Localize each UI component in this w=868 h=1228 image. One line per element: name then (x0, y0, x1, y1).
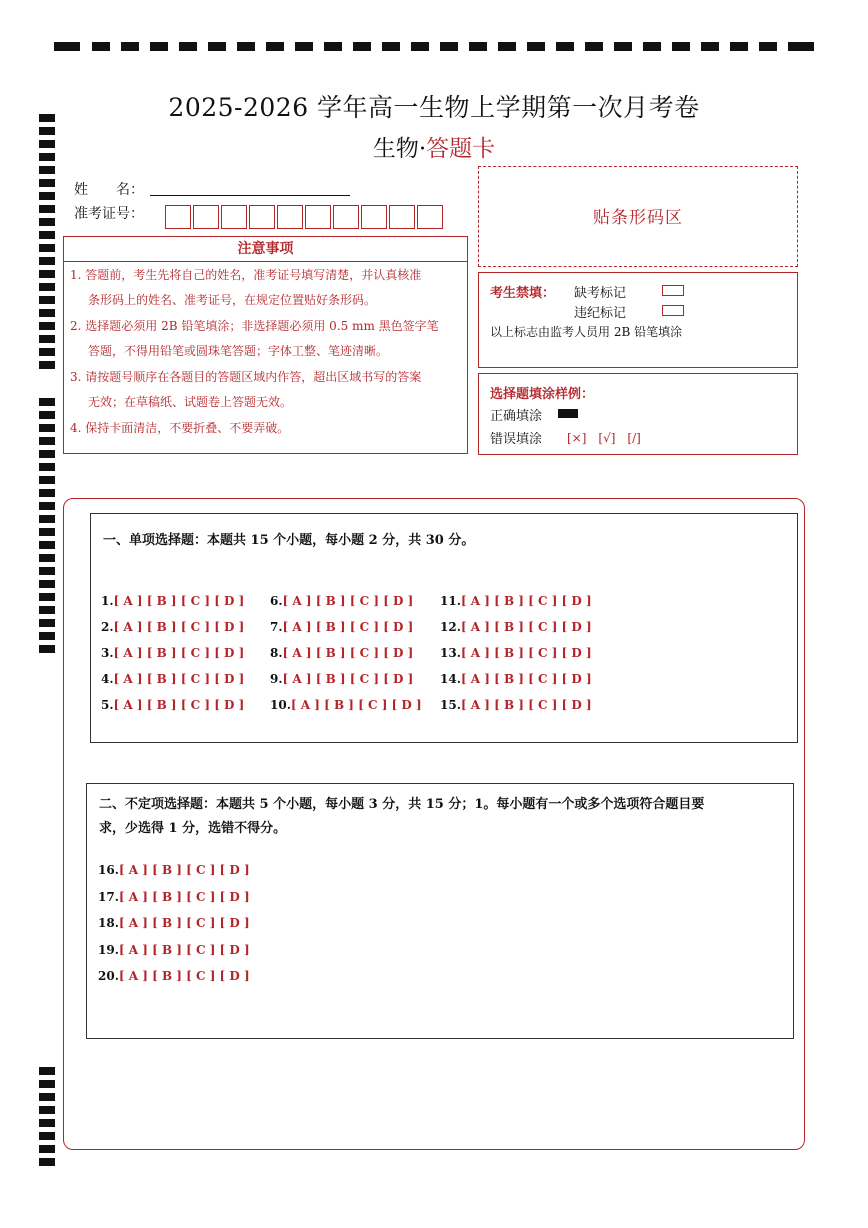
timing-mark (39, 1106, 55, 1114)
question-number: 4. (101, 672, 114, 686)
id-digit-box[interactable] (277, 205, 303, 229)
wrong-label: 错误填涂 (490, 432, 543, 447)
question-row (440, 594, 592, 608)
timing-mark (39, 437, 55, 445)
timing-mark (39, 1145, 55, 1153)
id-digit-box[interactable] (193, 205, 219, 229)
timing-mark (39, 192, 55, 200)
timing-mark (585, 42, 603, 51)
timing-mark (730, 42, 748, 51)
timing-mark (614, 42, 632, 51)
question-number: 18. (98, 916, 119, 930)
timing-mark (39, 283, 55, 291)
forbidden-label: 考生禁填： (490, 286, 556, 301)
question-row (440, 672, 592, 686)
question-number: 12. (440, 620, 461, 634)
timing-mark (39, 424, 55, 432)
note-item (70, 263, 421, 313)
note-item (70, 365, 421, 415)
question-row (270, 646, 413, 660)
timing-mark (39, 463, 55, 471)
timing-mark (39, 515, 55, 523)
sample-title: 选择题填涂样例： (490, 387, 595, 402)
timing-mark (39, 489, 55, 497)
timing-mark (39, 231, 55, 239)
question-row (101, 672, 244, 686)
section2-box (86, 783, 794, 1039)
timing-mark (39, 270, 55, 278)
answer-options[interactable]: [ A ] [ B ] [ C ] [ D ] (460, 646, 592, 660)
wrong-fill-samples: [×] [√] [/] (567, 431, 641, 445)
timing-mark (411, 42, 429, 51)
question-number: 16. (98, 863, 119, 877)
question-row (101, 646, 244, 660)
note-item (70, 416, 289, 441)
timing-mark (39, 1119, 55, 1127)
id-digit-box[interactable] (221, 205, 247, 229)
timing-mark (382, 42, 400, 51)
timing-mark (39, 398, 55, 406)
timing-mark (39, 528, 55, 536)
question-number: 10. (270, 698, 291, 712)
timing-mark (353, 42, 371, 51)
answer-options[interactable]: [ A ] [ B ] [ C ] [ D ] (113, 698, 245, 712)
question-row (440, 646, 592, 660)
timing-mark (39, 502, 55, 510)
question-number: 17. (98, 889, 119, 904)
timing-mark (643, 42, 661, 51)
name-label: 姓 名： (74, 182, 144, 198)
name-field[interactable] (150, 195, 350, 196)
question-row (98, 916, 250, 930)
note-line: 选择题必须用 2B 铅笔填涂；非选择题必须用 0.5 mm 黑色签字笔 (85, 319, 439, 333)
note-line: 条形码上的姓名、准考证号，在规定位置贴好条形码。 (88, 293, 377, 307)
question-number: 11. (440, 594, 461, 608)
question-row (270, 620, 413, 634)
timing-mark (39, 450, 55, 458)
question-number: 7. (270, 620, 283, 634)
timing-mark (39, 541, 55, 549)
question-row (270, 594, 413, 608)
question-number: 13. (440, 646, 461, 660)
question-number: 15. (440, 698, 461, 712)
note-line: 保持卡面清洁，不要折叠、不要弄破。 (85, 421, 290, 435)
id-digit-box[interactable] (333, 205, 359, 229)
timing-mark (527, 42, 545, 51)
forbidden-box (478, 272, 798, 368)
timing-mark (39, 476, 55, 484)
question-row (101, 620, 244, 634)
timing-mark (39, 632, 55, 640)
id-digit-box[interactable] (389, 205, 415, 229)
absent-mark-box[interactable] (662, 285, 684, 296)
answer-options[interactable]: [ A ] [ B ] [ C ] [ D ] (113, 594, 245, 608)
answer-options[interactable]: [ A ] [ B ] [ C ] [ D ] (113, 620, 245, 634)
id-number-boxes[interactable] (165, 205, 445, 229)
note-line: 请按题号顺序在各题目的答题区域内作答，超出区域书写的答案 (85, 370, 422, 384)
timing-mark (324, 42, 342, 51)
timing-mark (498, 42, 516, 51)
answer-options[interactable]: [ A ] [ B ] [ C ] [ D ] (460, 594, 592, 608)
question-row (440, 698, 592, 712)
section2-title-line: 二、不定项选择题：本题共 5 个小题，每小题 3 分，共 15 分；1。每小题有一个或多个选项符合题目要 (99, 797, 705, 812)
timing-mark (39, 593, 55, 601)
subtitle-suffix: 答题卡 (426, 136, 496, 162)
note-number: 4. (70, 421, 82, 435)
answer-options[interactable]: [ A ] [ B ] [ C ] [ D ] (290, 698, 422, 712)
answer-options[interactable]: [ A ] [ B ] [ C ] [ D ] (460, 672, 592, 686)
section1-title: 一、单项选择题：本题共 15 个小题，每小题 2 分，共 30 分。 (103, 533, 475, 548)
question-number: 5. (101, 698, 114, 712)
note-line: 无效；在草稿纸、试题卷上答题无效。 (88, 395, 293, 409)
timing-mark (39, 179, 55, 187)
question-number: 2. (101, 620, 114, 634)
question-number: 6. (270, 594, 283, 608)
question-number: 1. (101, 594, 114, 608)
answer-options[interactable]: [ A ] [ B ] [ C ] [ D ] (282, 672, 414, 686)
fill-sample-box (478, 373, 798, 455)
exam-title: 2025-2026 学年高一生物上学期第一次月考卷 (168, 93, 700, 122)
timing-mark (556, 42, 574, 51)
answer-options[interactable]: [ A ] [ B ] [ C ] [ D ] (282, 620, 414, 634)
question-number: 8. (270, 646, 283, 660)
timing-mark (39, 218, 55, 226)
note-number: 1. (70, 268, 82, 282)
timing-mark (121, 42, 139, 51)
timing-mark (39, 1132, 55, 1140)
violation-label: 违纪标记 (574, 306, 627, 321)
timing-mark (788, 42, 814, 51)
timing-mark (39, 361, 55, 369)
subtitle-prefix: 生物· (372, 136, 427, 162)
timing-mark (266, 42, 284, 51)
question-number: 14. (440, 672, 461, 686)
answer-options[interactable]: [ A ] [ B ] [ C ] [ D ] (118, 969, 250, 983)
timing-mark (39, 411, 55, 419)
barcode-label: 贴条形码区 (593, 208, 683, 228)
timing-mark (39, 619, 55, 627)
timing-mark (39, 1080, 55, 1088)
timing-mark (295, 42, 313, 51)
timing-mark (469, 42, 487, 51)
timing-mark (237, 42, 255, 51)
exam-subtitle (0, 130, 868, 163)
question-row (270, 698, 422, 712)
timing-mark (39, 567, 55, 575)
timing-mark (208, 42, 226, 51)
id-digit-box[interactable] (361, 205, 387, 229)
timing-mark (179, 42, 197, 51)
timing-mark (39, 645, 55, 653)
answer-options[interactable]: [ A ] [ B ] [ C ] [ D ] (460, 698, 592, 712)
id-digit-box[interactable] (165, 205, 191, 229)
answer-options[interactable]: [ A ] [ B ] [ C ] [ D ] (118, 889, 250, 904)
answer-options[interactable]: [ A ] [ B ] [ C ] [ D ] (118, 916, 250, 930)
timing-mark (701, 42, 719, 51)
question-row (270, 672, 413, 686)
notes-box (63, 260, 468, 454)
correct-label: 正确填涂 (490, 409, 543, 424)
timing-mark (39, 1067, 55, 1075)
answer-options[interactable]: [ A ] [ B ] [ C ] [ D ] (282, 594, 414, 608)
timing-mark (759, 42, 777, 51)
absent-label: 缺考标记 (574, 286, 627, 301)
violation-mark-box[interactable] (662, 305, 684, 316)
timing-mark (54, 42, 80, 51)
answer-options[interactable]: [ A ] [ B ] [ C ] [ D ] (118, 863, 250, 877)
question-row (101, 698, 244, 712)
barcode-area (478, 166, 798, 267)
timing-mark (39, 335, 55, 343)
note-item (70, 314, 439, 364)
question-row (98, 943, 250, 957)
timing-mark (39, 1093, 55, 1101)
timing-mark (39, 296, 55, 304)
answer-options[interactable]: [ A ] [ B ] [ C ] [ D ] (282, 646, 414, 660)
timing-mark (39, 309, 55, 317)
id-label: 准考证号： (74, 206, 144, 222)
timing-mark (39, 322, 55, 330)
note-number: 2. (70, 319, 82, 333)
question-number: 3. (101, 646, 114, 660)
answer-options[interactable]: [ A ] [ B ] [ C ] [ D ] (118, 942, 250, 957)
question-row (98, 969, 250, 983)
section2-title-line: 求，少选得 1 分，选错不得分。 (99, 821, 287, 836)
timing-mark (150, 42, 168, 51)
id-digit-box[interactable] (305, 205, 331, 229)
answer-options[interactable]: [ A ] [ B ] [ C ] [ D ] (113, 672, 245, 686)
timing-mark (39, 166, 55, 174)
timing-mark (39, 606, 55, 614)
answer-options[interactable]: [ A ] [ B ] [ C ] [ D ] (113, 646, 245, 660)
id-digit-box[interactable] (417, 205, 443, 229)
forbidden-note: 以上标志由监考人员用 2B 铅笔填涂 (490, 325, 683, 339)
note-number: 3. (70, 370, 82, 384)
question-row (440, 620, 592, 634)
timing-mark (39, 580, 55, 588)
timing-mark (92, 42, 110, 51)
timing-mark (39, 244, 55, 252)
timing-mark (440, 42, 458, 51)
question-row (101, 594, 244, 608)
note-line: 答题，不得用铅笔或圆珠笔答题；字体工整、笔迹清晰。 (88, 344, 389, 358)
note-line: 答题前，考生先将自己的姓名，准考证号填写清楚，并认真核准 (85, 268, 422, 282)
timing-mark (39, 257, 55, 265)
question-number: 9. (270, 672, 283, 686)
timing-mark (672, 42, 690, 51)
question-row (98, 890, 250, 904)
answer-options[interactable]: [ A ] [ B ] [ C ] [ D ] (460, 620, 592, 634)
question-number: 20. (98, 969, 119, 983)
section2-title (99, 793, 789, 841)
correct-fill-sample (558, 409, 578, 418)
timing-mark (39, 554, 55, 562)
notes-title: 注意事项 (63, 236, 468, 262)
timing-mark (39, 205, 55, 213)
timing-mark (39, 1158, 55, 1166)
timing-mark (39, 348, 55, 356)
question-number: 19. (98, 942, 119, 957)
id-digit-box[interactable] (249, 205, 275, 229)
question-row (98, 863, 250, 877)
